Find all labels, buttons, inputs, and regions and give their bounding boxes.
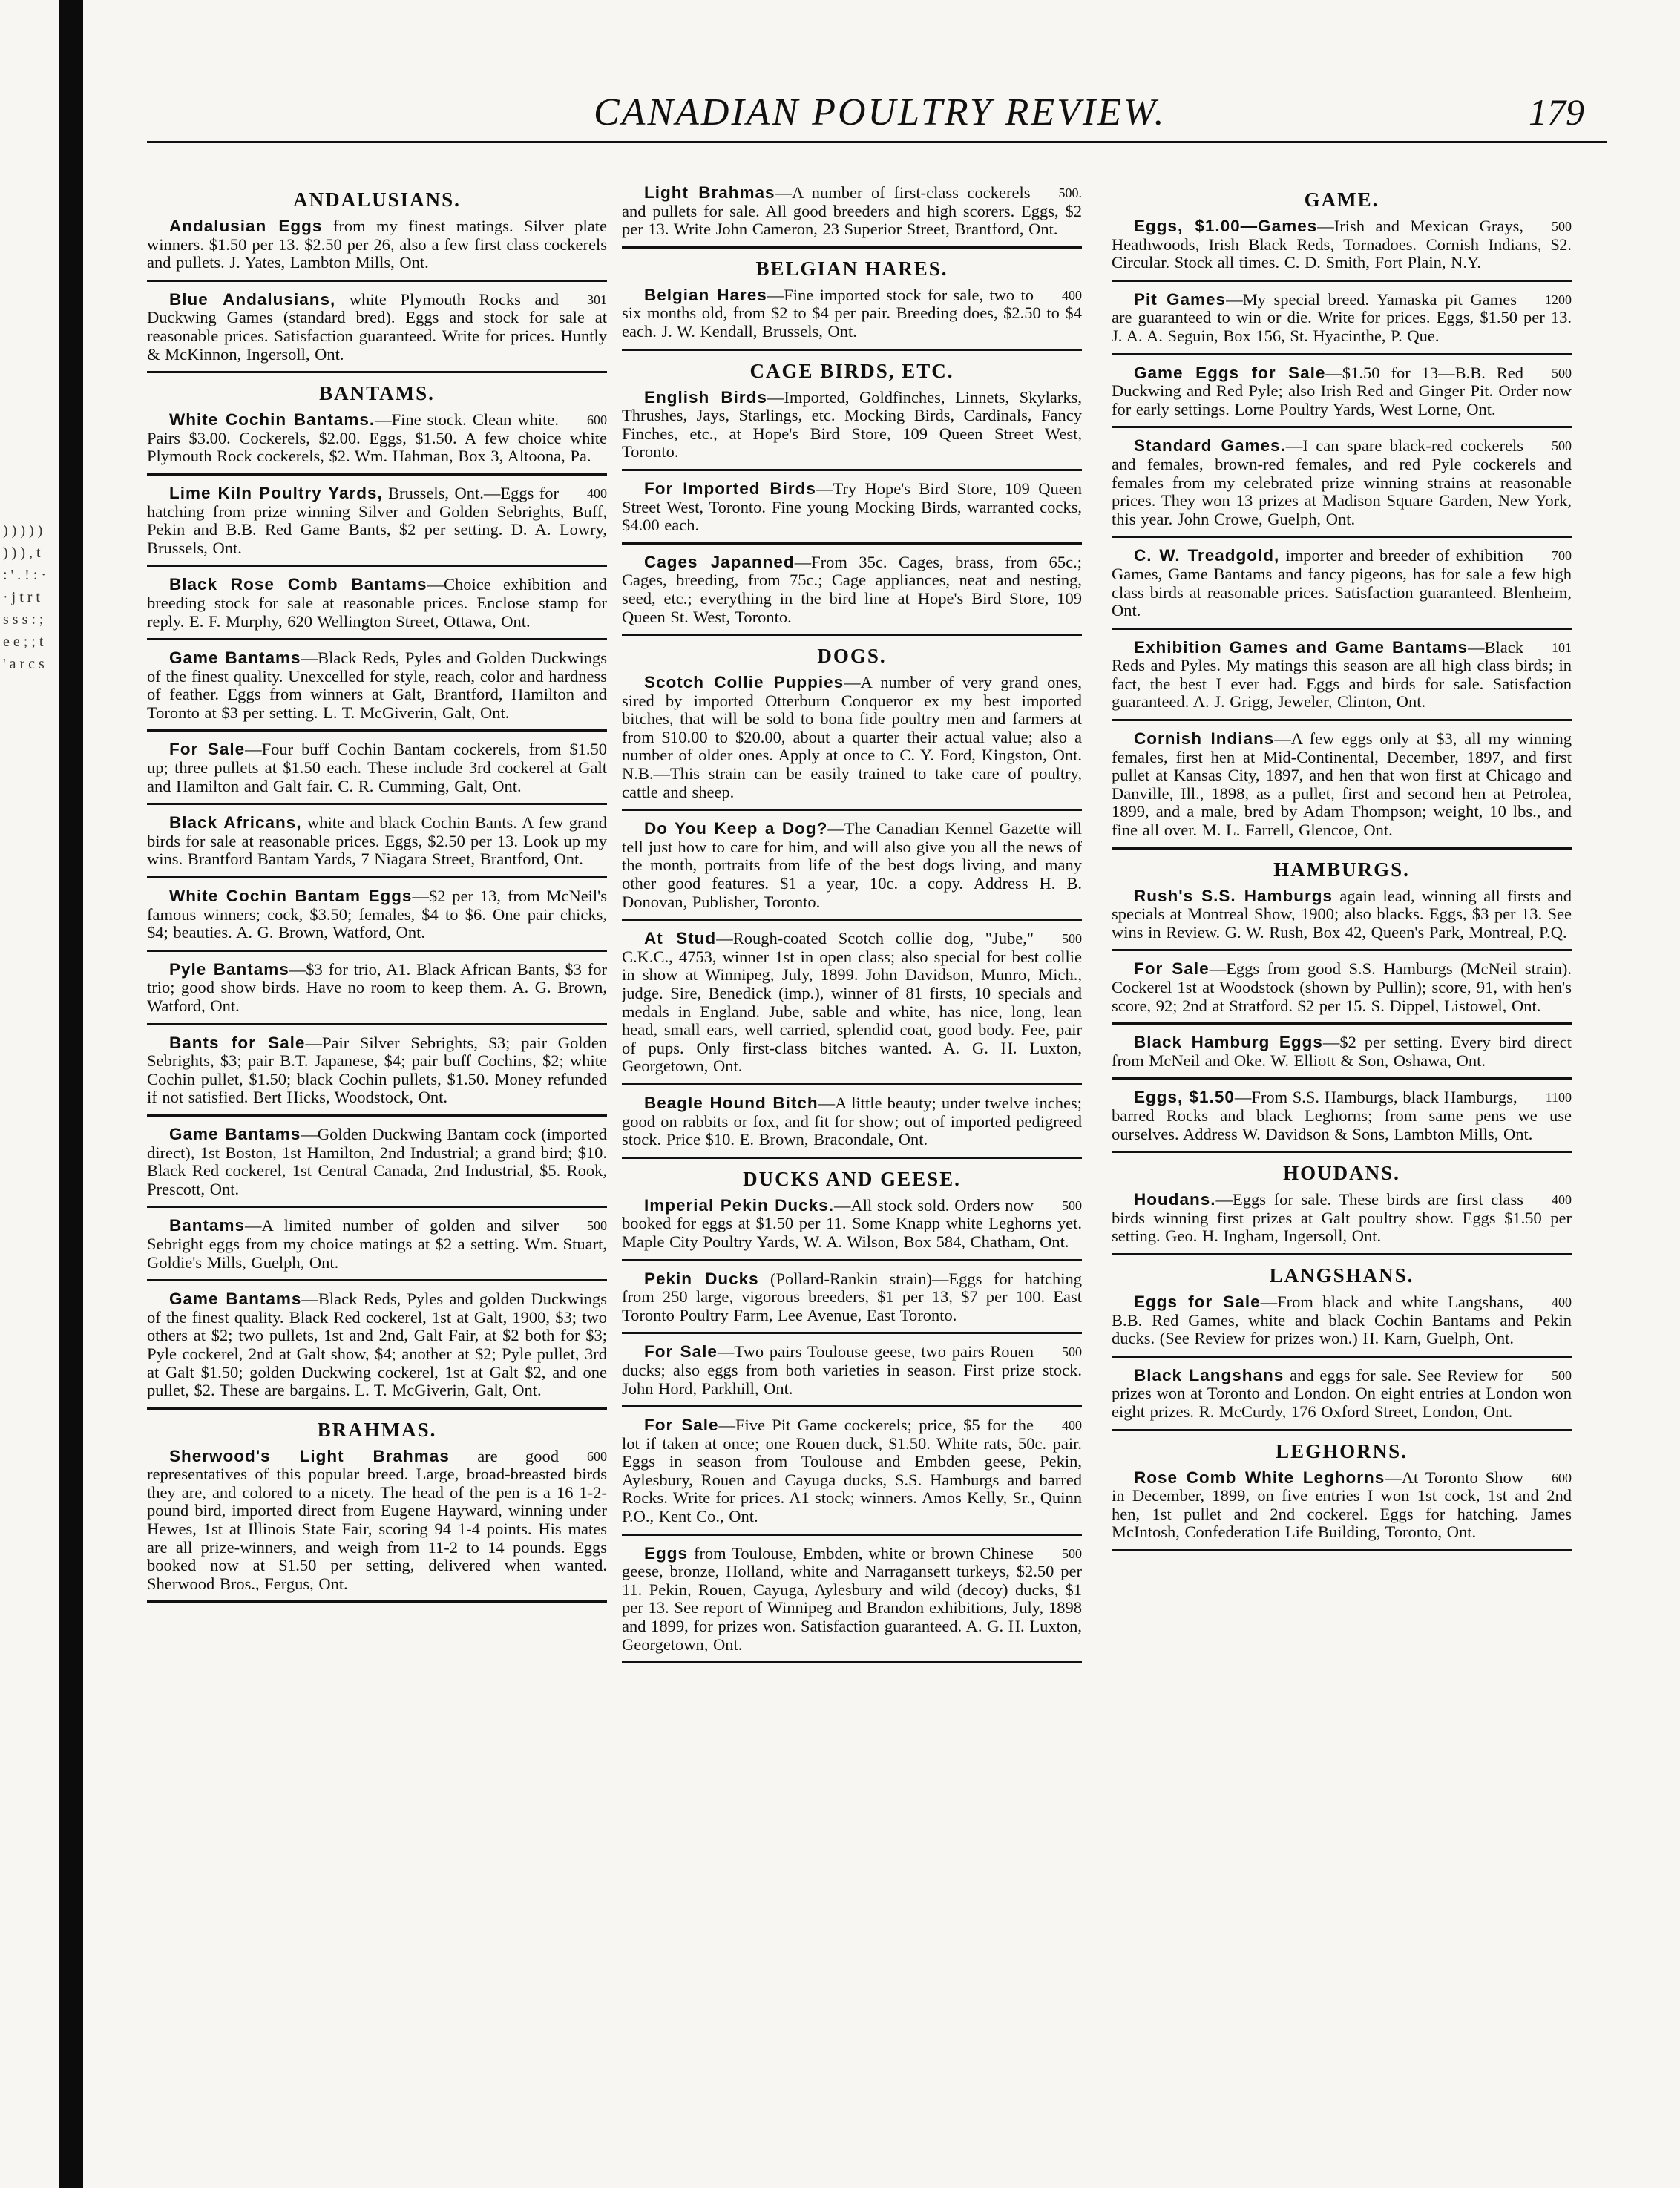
ad-heading: English Birds (644, 387, 767, 407)
classified-ad (1112, 217, 1572, 282)
ad-body: —From black and white Langshans, B.B. Red Games, white and black Cochin Bantams and Pekin ducks. (See Review for prizes won.) H. Karn, Guelph, Ont. (1112, 1292, 1572, 1348)
ad-body: —Fine imported stock for sale, two to six months old, from $2 to $4 per pair. Breeding does, $2.50 to $4 each. J. W. Kendall, Brussels, Ont. (622, 285, 1082, 341)
classified-ad (1112, 1367, 1572, 1431)
classified-ad (622, 480, 1082, 545)
ad-body: —The Canadian Kennel Gazette will tell just how to care for him, and will also give you all the news of the month, portraits from life of the best dogs living, and many other good features. $1 a year, 10c. a copy. Address H. B. Donovan, Publisher, Toronto. (622, 819, 1082, 911)
classified-ad (1112, 639, 1572, 721)
ad-heading: White Cochin Bantam Eggs (169, 887, 413, 906)
column-1 (147, 184, 607, 2158)
ad-code: 500 (1552, 219, 1572, 234)
classified-ad (622, 930, 1082, 1085)
ad-heading: Cages Japanned (644, 552, 795, 571)
ad-heading: Bantams (169, 1216, 246, 1235)
classified-ad (622, 389, 1082, 471)
ad-heading: Beagle Hound Bitch (644, 1093, 818, 1112)
header-rule (147, 141, 1607, 143)
ad-heading: Eggs, $1.50 (1134, 1088, 1235, 1107)
ad-heading: For Sale (644, 1416, 719, 1435)
ad-body: again lead, winning all firsts and specials at Montreal Show, 1900; also blacks. Eggs, $3 per 13. See wins in Review. G. W. Rush, Box 42, Queen's Park, Montreal, P.Q. (1112, 886, 1572, 942)
ad-body: —$3 for trio, A1. Black African Bants, $3 for trio; good show birds. Have no room to keep them. A. G. Brown, Watford, Ont. (147, 959, 607, 1015)
section-heading: LANGSHANS. (1269, 1264, 1414, 1287)
classified-ad (147, 1126, 607, 1208)
classified-ad (147, 291, 607, 373)
classified-ad (622, 286, 1082, 351)
classified-ad (622, 1343, 1082, 1407)
section-heading: GAME. (1304, 188, 1379, 211)
ad-heading: Game Eggs for Sale (1134, 363, 1326, 382)
classified-ad (147, 1217, 607, 1281)
ad-body: —From S.S. Hamburgs, black Hamburgs, barred Rocks and black Leghorns; from same pens we use ourselves. Address W. Davidson & Sons, Lambton Mills, Ont. (1112, 1088, 1572, 1143)
ad-heading: At Stud (644, 929, 717, 948)
ad-heading: Black Rose Comb Bantams (169, 575, 427, 594)
ad-body: —Fine stock. Clean white. Pairs $3.00. Cockerels, $2.00. Eggs, $1.50. A few choice white Plymouth Rock cockerels, $2. Wm. Hahman, Box 3, Altoona, Pa. (147, 410, 607, 466)
ad-code: 600 (587, 1448, 607, 1464)
column-3 (1112, 184, 1572, 2158)
ad-heading: Eggs for Sale (1134, 1292, 1261, 1311)
ad-heading: Rose Comb White Leghorns (1134, 1468, 1385, 1487)
ad-heading: Game Bantams (169, 648, 301, 668)
classified-ad (147, 649, 607, 732)
section-heading: DOGS. (817, 645, 887, 668)
ad-code: 500 (1062, 931, 1082, 947)
page-number: 179 (1529, 91, 1584, 133)
ad-heading: Imperial Pekin Ducks. (644, 1195, 834, 1215)
ad-heading: Houdans. (1134, 1190, 1216, 1209)
ad-body: —Two pairs Toulouse geese, two pairs Rouen ducks; also eggs from both varieties in season. First prize stock. John Hord, Parkhill, Ont. (622, 1342, 1082, 1398)
ad-body: —Black Reds, Pyles and Golden Duckwings of the finest quality. Unexcelled for style, reach, color and hardness of feather. Eggs from winners at Galt, Brantford, Hamilton and Toronto at $3 per setting. L. T. McGiverin, Galt, Ont. (147, 648, 607, 722)
page-title: CANADIAN POULTRY REVIEW. (594, 91, 1167, 134)
section-heading: BELGIAN HARES. (755, 257, 948, 280)
ad-body: —A little beauty; under twelve inches; good on rabbits or fox, and fit for show; out of imported pedigreed stock. Price $10. E. Brown, Bracondale, Ont. (622, 1093, 1082, 1149)
ad-code: 500 (1062, 1198, 1082, 1213)
ad-body: white Plymouth Rocks and Duckwing Games (standard bred). Eggs and stock for sale at reasonable prices. Satisfaction guaranteed. Write for prices. Huntly & McKinnon, Ingersoll, Ont. (147, 289, 607, 364)
section-heading: BANTAMS. (319, 382, 435, 405)
margin-marks: ) ) ) ) ) ) ) ) , t : ' . ! : · · j t r t s s s : ; e e ; ; t ' a r c s (3, 522, 47, 672)
classified-ad (1112, 1191, 1572, 1255)
ad-body: —Eggs from good S.S. Hamburgs (McNeil strain). Cockerel 1st at Woodstock (shown by Pullin); score, 91, with hen's score, 92; 2nd at Stratford. $2 per 15. S. Dippel, Listowel, Ont. (1112, 959, 1572, 1015)
ad-body: from Toulouse, Embden, white or brown Chinese geese, bronze, Holland, white and Narragansett turkeys, $2.50 per 11. Pekin, Rouen, Cayuga, Aylesbury and wild (decoy) ducks, $1 per 13. See report of Winnipeg and Brandon exhibitions, July, 1898 and 1899, for prizes won. Satisfaction guaranteed. A. G. H. Luxton, Georgetown, Ont. (622, 1543, 1082, 1654)
classified-ad (147, 576, 607, 640)
ad-code: 1100 (1545, 1090, 1572, 1106)
ad-body: from my finest matings. Silver plate winners. $1.50 per 13. $2.50 per 26, also a few first class cockerels and pullets. J. Yates, Lambton Mills, Ont. (147, 217, 607, 272)
ad-body: —Irish and Mexican Grays, Heathwoods, Irish Black Reds, Tornadoes. Cornish Indians, $2. Circular. Stock all times. C. D. Smith, Fort Plain, N.Y. (1112, 217, 1572, 272)
ad-heading: For Sale (644, 1342, 718, 1361)
ad-body: and eggs for sale. See Review for prizes won at Toronto and London. On eight entries at London won eight prizes. R. McCurdy, 176 Oxford Street, London, Ont. (1112, 1365, 1572, 1421)
ad-heading: Game Bantams (169, 1290, 302, 1309)
ad-heading: Pyle Bantams (169, 959, 289, 979)
ad-heading: Black Langshans (1134, 1365, 1284, 1384)
ad-heading: Belgian Hares (644, 285, 767, 304)
ad-heading: Eggs (644, 1543, 689, 1563)
ad-code: 400 (1552, 1192, 1572, 1208)
ad-body: —All stock sold. Orders now booked for eggs at $1.50 per 11. Some Knapp white Leghorns yet. Maple City Poultry Yards, W. A. Wilson, Box 584, Chatham, Ont. (622, 1195, 1082, 1251)
ad-code: 500 (1552, 365, 1572, 381)
classified-ad (147, 411, 607, 476)
classified-ad (622, 1270, 1082, 1335)
ad-code: 500 (1552, 438, 1572, 454)
classified-ad (622, 674, 1082, 811)
classified-ad (622, 1197, 1082, 1261)
ad-body: —Eggs for sale. These birds are first class birds winning first prizes at Galt poultry show. Eggs $1.50 per setting. Geo. H. Ingham, Ingersoll, Ont. (1112, 1190, 1572, 1246)
section-heading: HAMBURGS. (1273, 858, 1410, 881)
ad-body: —A number of first-class cockerels and pullets for sale. All good breeders and high scorers. Eggs, $2 per 13. Write John Cameron, 23 Superior Street, Brantford, Ont. (622, 184, 1082, 239)
section-heading: BRAHMAS. (317, 1418, 437, 1441)
ad-heading: Rush's S.S. Hamburgs (1134, 886, 1333, 905)
ad-heading: Pekin Ducks (644, 1269, 759, 1288)
ad-heading: Exhibition Games and Game Bantams (1134, 637, 1469, 657)
ad-body: —$1.50 for 13—B.B. Red Duckwing and Red Pyle; also Irish Red and Ginger Pit. Order now for early settings. Lorne Poultry Yards, West Lorne, Ont. (1112, 363, 1572, 418)
ad-body: —Imported, Goldfinches, Linnets, Skylarks, Thrushes, Jays, Starlings, etc. Mocking Birds, Cardinals, Fancy Finches, etc., at Hope's Bird Store, 109 Queen Street West, Toronto. (622, 387, 1082, 461)
classified-ad (1112, 730, 1572, 850)
ad-heading: For Imported Birds (644, 479, 816, 498)
classified-ad (1112, 437, 1572, 538)
section-heading: LEGHORNS. (1276, 1439, 1408, 1462)
ad-body: —Rough-coated Scotch collie dog, "Jube," C.K.C., 4753, winner 1st in open class; also special for best collie in show at Winnipeg, July, 1899. John Davidson, Munro, Mich., judge. Sire, Benedick (imp.), winner of 81 firsts, 10 specials and medals in England. Jube, sable and white, has nice, long, lean head, small ears, well carried, splendid coat, good body. Fee, pair of pups. Only first-class bitches wanted. A. G. H. Luxton, Georgetown, Ont. (622, 929, 1082, 1076)
ad-body: —I can spare black-red cockerels and females, brown-red females, and red Pyle cockerels and females from my celebrated prize winning strains at reasonable prices. They won 13 prizes at Madison Square Garden, New York, this year. John Crowe, Guelph, Ont. (1112, 436, 1572, 528)
ad-body: —My special breed. Yamaska pit Games are guaranteed to win or die. Write for prices. Eggs, $1.50 per 13. J. A. A. Seguin, Box 156, St. Hyacinthe, P. Que. (1112, 289, 1572, 345)
classified-ad (147, 217, 607, 282)
ad-heading: Lime Kiln Poultry Yards, (169, 483, 383, 502)
classified-ad (1112, 291, 1572, 355)
ad-code: 400 (1062, 1418, 1082, 1433)
classified-ad (1112, 960, 1572, 1025)
classified-ad (1112, 364, 1572, 429)
ad-heading: Game Bantams (169, 1124, 301, 1143)
classified-ad (1112, 547, 1572, 629)
section-heading: HOUDANS. (1283, 1162, 1400, 1185)
ad-body: —From 35c. Cages, brass, from 65c.; Cages, breeding, from 75c.; Cage appliances, neat and nesting, seed, etc.; everything in the bird line at Hope's Bird Store, 109 Queen St. West, Toronto. (622, 552, 1082, 626)
classified-ad (147, 814, 607, 878)
ad-heading: Black Africans, (169, 813, 302, 832)
ad-heading: For Sale (169, 740, 246, 759)
section-heading: ANDALUSIANS. (293, 188, 461, 211)
ad-code: 101 (1552, 640, 1572, 655)
classified-ad (147, 1034, 607, 1117)
ad-code: 400 (1062, 287, 1082, 303)
ad-body: —$2 per 13, from McNeil's famous winners; cock, $3.50; females, $4 to $6. One pair chicks, $4; beauties. A. G. Brown, Watford, Ont. (147, 887, 607, 942)
ad-heading: Light Brahmas (644, 184, 775, 202)
ad-heading: Do You Keep a Dog? (644, 819, 828, 838)
ad-heading: Blue Andalusians, (169, 289, 336, 309)
ad-heading: Pit Games (1134, 289, 1227, 309)
ad-code: 500 (1062, 1344, 1082, 1360)
ad-body: (Pollard-Rankin strain)—Eggs for hatching from 250 large, vigorous breeders, $1 per 13, $7 per 100. East Toronto Poultry Farm, Lee Avenue, East Toronto. (622, 1269, 1082, 1324)
classified-ad (147, 1290, 607, 1410)
section-heading: CAGE BIRDS, ETC. (749, 359, 954, 382)
classified-ad (622, 553, 1082, 636)
ad-code: 500 (587, 1218, 607, 1234)
ad-body: —At Toronto Show in December, 1899, on five entries I won 1st cock, 1st and 2nd hen, 1st pullet and 2nd cockerel. Eggs for hatching. James McIntosh, Confederation Life Building, Toronto, Ont. (1112, 1468, 1572, 1542)
classified-ad (1112, 1293, 1572, 1358)
ad-code: 500 (1552, 1367, 1572, 1383)
ad-body: are good representatives of this popular breed. Large, broad-breasted birds they are, and colored to a nicety. The head of the pen is a 16 1-2-pound bird, imported direct from Eugene Hayward, winning under Hewes, 1st at Illinois State Fair, scoring 94 1-4 points. His mates are all prize-winners, and weigh from 11-2 to 14 pounds. Eggs booked now at $1.50 per setting, delivered when wanted. Sherwood Bros., Fergus, Ont. (147, 1446, 607, 1593)
ad-code: 301 (587, 292, 607, 307)
ad-body: —A number of very grand ones, sired by imported Otterburn Conqueror ex my best imported bitches, that will be sold to bona fide poultry men and farmers at from $10.00 to $20.00, about a quarter their actual value; also a number of older ones. Apply at once to C. Y. Ford, Kingston, Ont. N.B.—This strain can be easily trained to take care of poultry, cattle and sheep. (622, 673, 1082, 801)
ad-code: 1200 (1545, 292, 1572, 307)
ad-heading: Standard Games. (1134, 436, 1286, 456)
ad-code: 400 (1552, 1294, 1572, 1310)
ad-body: —A few eggs only at $3, all my winning females, first hen at Mid-Continental, December, 1897, and first pullet at Kansas City, 1897, and hen that won first at Chicago and Danville, Ill., 1898, as a pullet, first and second hen at Petrolea, 1899, and a male, bred by Adam Thompson; weight, 10 lbs., and fine all over. M. L. Farrell, Glencoe, Ont. (1112, 729, 1572, 840)
ad-heading: Andalusian Eggs (169, 217, 323, 235)
ad-heading: Bants for Sale (169, 1033, 306, 1052)
ad-heading: Scotch Collie Puppies (644, 673, 844, 692)
classified-ad (147, 1448, 607, 1603)
ad-code: 700 (1552, 548, 1572, 564)
ad-code: 500 (1062, 1545, 1082, 1561)
ad-body: —Try Hope's Bird Store, 109 Queen Street West, Toronto. Fine young Mocking Birds, warranted cocks, $4.00 each. (622, 479, 1082, 535)
classified-ad (622, 184, 1082, 249)
classified-ad (622, 1094, 1082, 1159)
ad-body: —Pair Silver Sebrights, $3; pair Golden Sebrights, $3; pair B.T. Japanese, $4; pair buff Cochins, $2; white Cochin pullet, $1.50; black Cochin pullets, $1.50. Money refunded if not satisfied. Bert Hicks, Woodstock, Ont. (147, 1033, 607, 1107)
ad-heading: For Sale (1134, 959, 1210, 979)
classified-ad (1112, 1088, 1572, 1153)
ad-heading: Eggs, $1.00—Games (1134, 217, 1318, 235)
ad-code: 400 (587, 485, 607, 501)
classified-ad (147, 740, 607, 805)
ad-heading: Cornish Indians (1134, 729, 1275, 749)
classified-ad (622, 820, 1082, 921)
ad-body: —Four buff Cochin Bantam cockerels, from $1.50 up; three pullets at $1.50 each. These include 3rd cockerel at Galt and Hamilton and Galt fair. C. R. Cumming, Galt, Ont. (147, 740, 607, 795)
classified-ad (147, 887, 607, 952)
ad-body: —Five Pit Game cockerels; price, $5 for the lot if taken at once; one Rouen duck, $1.50. White rats, 50c. pair. Eggs in season from Toulouse and Embden geese, Pekin, Aylesbury, Rouen and Cayuga ducks, S.S. Hamburgs and barred Rocks. Write for prices. A1 stock; winners. Amos Kelly, Sr., Quinn P.O., Kent Co., Ont. (622, 1416, 1082, 1526)
ad-heading: Sherwood's Light Brahmas (169, 1446, 450, 1465)
ad-body: —Black Reds, Pyles and golden Duckwings of the finest quality. Black Red cockerel, 1st at Galt, 1900, $3; two others at $2; two pullets, 1st and 2nd, Galt Fair, at $2 both for $3; Pyle cockerel, 2nd at Galt show, $4; another at $2; Pyle pullet, 3rd at Galt $1.50; golden Duckwing cockerel, 1st at Galt $2, and one pullet, $2. These are bargains. L. T. McGiverin, Galt, Ont. (147, 1290, 607, 1400)
classified-ad (1112, 1034, 1572, 1080)
section-heading: DUCKS AND GEESE. (743, 1167, 961, 1190)
ad-body: importer and breeder of exhibition Games, Game Bantams and fancy pigeons, has for sale a few high class birds at reasonable prices. Satisfaction guaranteed. Blenheim, Ont. (1112, 546, 1572, 620)
column-2 (622, 184, 1082, 2158)
ad-code: 600 (1552, 1470, 1572, 1485)
ad-body: —Golden Duckwing Bantam cock (imported direct), 1st Boston, 1st Hamilton, 2nd Industrial; a grand bird; $10. Black Red cockerel, 1st Central Canada, 2nd Industrial, $5. Rook, Prescott, Ont. (147, 1124, 607, 1198)
classified-ad (1112, 887, 1572, 952)
ad-heading: Black Hamburg Eggs (1134, 1033, 1323, 1052)
ad-body: Brussels, Ont.—Eggs for hatching from prize winning Silver and Golden Sebrights, Buff, Pekin and B.B. Red Game Bants, $2 per setting. D. A. Lowry, Brussels, Ont. (147, 483, 607, 557)
ad-body: —Black Reds and Pyles. My matings this season are all high class birds; in fact, the best I ever had. Eggs and birds for sale. Satisfaction guaranteed. A. J. Grigg, Jeweler, Clinton, Ont. (1112, 637, 1572, 712)
ad-body: —A limited number of golden and silver Sebright eggs from my choice matings at $2 a setting. Wm. Stuart, Goldie's Mills, Guelph, Ont. (147, 1216, 607, 1272)
ad-body: —$2 per setting. Every bird direct from McNeil and Oke. W. Elliott & Son, Oshawa, Ont. (1112, 1033, 1572, 1070)
ad-heading: White Cochin Bantams. (169, 410, 375, 430)
ad-code: 500. (1058, 185, 1082, 200)
classified-ad (147, 484, 607, 567)
page-binding-edge (59, 0, 83, 2188)
classified-ad (622, 1545, 1082, 1664)
ad-body: —Choice exhibition and breeding stock for sale at reasonable prices. Enclose stamp for reply. E. F. Murphy, 620 Wellington Street, Ottawa, Ont. (147, 575, 607, 631)
classified-ad (147, 961, 607, 1025)
classified-ad (622, 1416, 1082, 1536)
classified-ad (1112, 1469, 1572, 1551)
ad-heading: C. W. Treadgold, (1134, 546, 1280, 565)
ad-code: 600 (587, 413, 607, 428)
ad-body: white and black Cochin Bants. A few grand birds for sale at reasonable prices. Eggs, $2.50 per 13. Look up my wins. Brantford Bantam Yards, 7 Niagara Street, Brantford, Ont. (147, 813, 607, 869)
